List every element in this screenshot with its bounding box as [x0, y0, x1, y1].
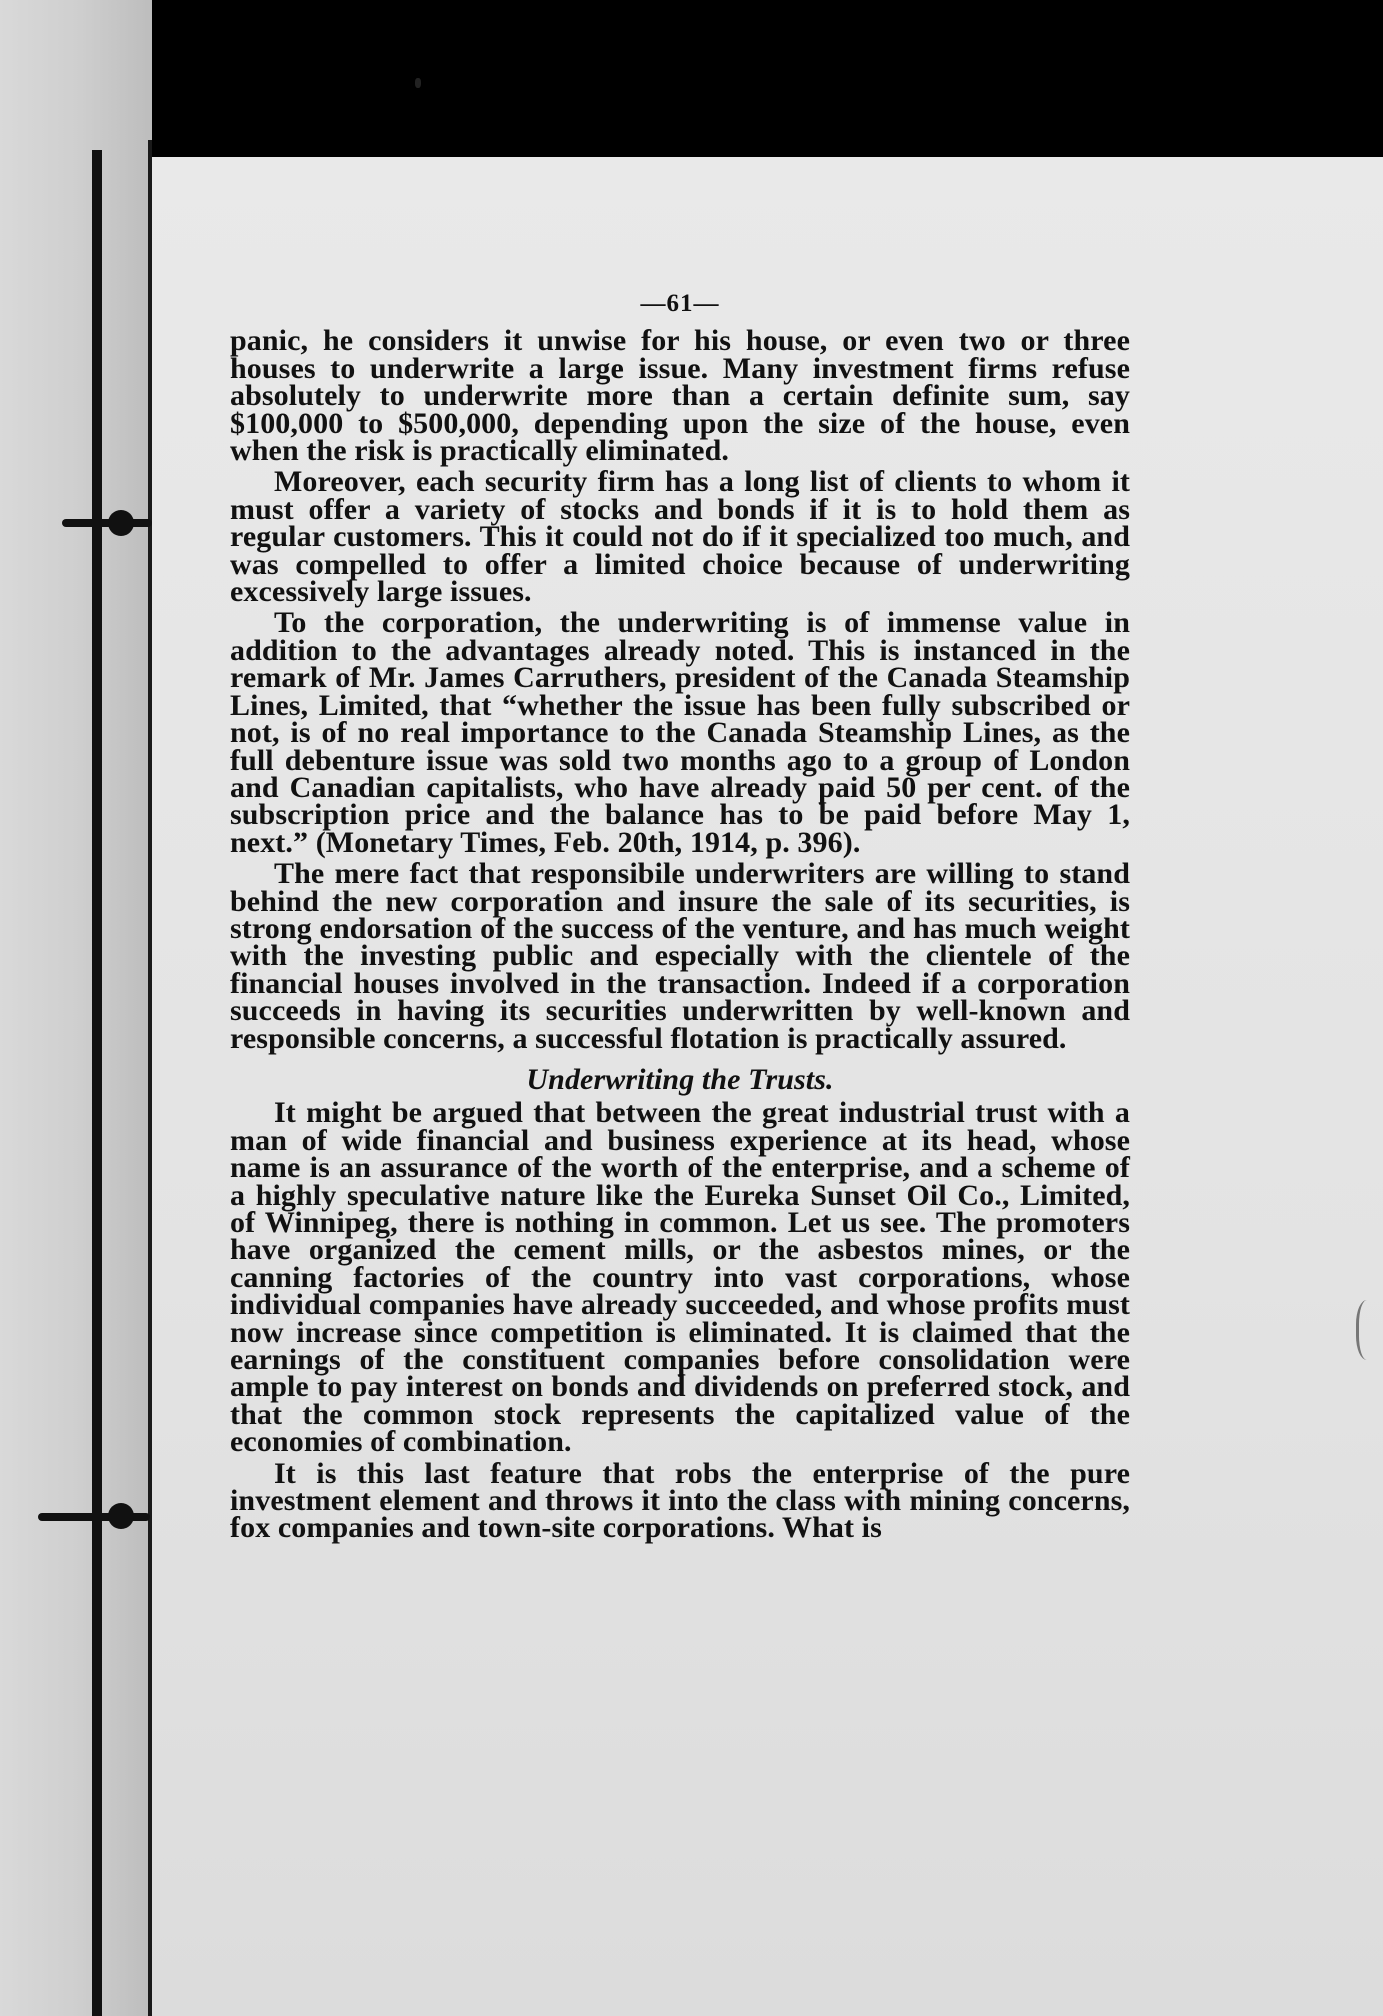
dust-speck [415, 78, 421, 88]
paragraph: Moreover, each security firm has a long list of clients to whom it must offer a variety of stocks and bonds if it is to hold them as regular customers. This it could not do if it specialized too much, and was compelled to offer a limited choice because of underwriting excessively large issues. [230, 465, 1130, 609]
page-number: —61— [640, 290, 720, 317]
facing-page-edge [0, 0, 152, 2016]
paragraph: It is this last feature that robs the enterprise of the pure investment element and throws it into the class with mining concerns, fox companies and town-site corporations. What is [230, 1456, 1130, 1545]
book-spine-line [92, 150, 102, 2016]
binding-knob-lower [108, 1503, 134, 1529]
binding-knob-upper [108, 510, 134, 536]
paragraph: panic, he considers it unwise for his house, or even two or three houses to underwrite a large issue. Many investment firms refuse absolutely to underwrite more than a certain definite sum, say $100,000 to $500,000, depending upon the size of the house, even when the risk is practically eliminated. [230, 324, 1130, 468]
paragraph: To the corporation, the underwriting is of immense value in addition to the advantages already noted. This is instanced in the remark of Mr. James Carruthers, president of the Canada Steamship Lines, Limited, that “whether the issue has been fully subscribed or not, is of no real importance to the Canada Steamship Lines, as the full debenture issue was sold two months ago to a group of London and Canadian capitalists, who have already paid 50 per cent. of the subscription price and the balance has to be paid before May 1, next.” (Monetary Times, Feb. 20th, 1914, p. 396). [230, 606, 1130, 859]
binding-clip-upper [62, 519, 152, 527]
section-heading: Underwriting the Trusts. [526, 1062, 834, 1096]
page-edge-mark [1356, 1300, 1383, 1360]
paragraph: It might be argued that between the great industrial trust with a man of wide financial and business experience at its head, whose name is an assurance of the worth of the enterprise, and a scheme of a highly speculative nature like the Eureka Sunset Oil Co., Limited, of Winnipeg, there is nothing in common. Let us see. The promoters have organized the cement mills, or the asbestos mines, or the canning factories of the country into vast corporations, whose individual companies have already succeeded, and whose profits must now increase since competition is eliminated. It is claimed that the earnings of the constituent companies before consolidation were ample to pay interest on bonds and dividends on preferred stock, and that the common stock represents the capitalized value of the economies of combination. [230, 1096, 1130, 1459]
page-gutter-line [148, 140, 152, 2016]
paragraph: The mere fact that responsibile underwriters are willing to stand behind the new corporation and insure the sale of its securities, is strong endorsation of the success of the venture, and has much weight with the investing public and especially with the clientele of the financial houses involved in the transaction. Indeed if a corporation succeeds in having its securities underwritten by well-known and responsible concerns, a successful flotation is practically assured. [230, 857, 1130, 1055]
page-text [230, 290, 1130, 1545]
